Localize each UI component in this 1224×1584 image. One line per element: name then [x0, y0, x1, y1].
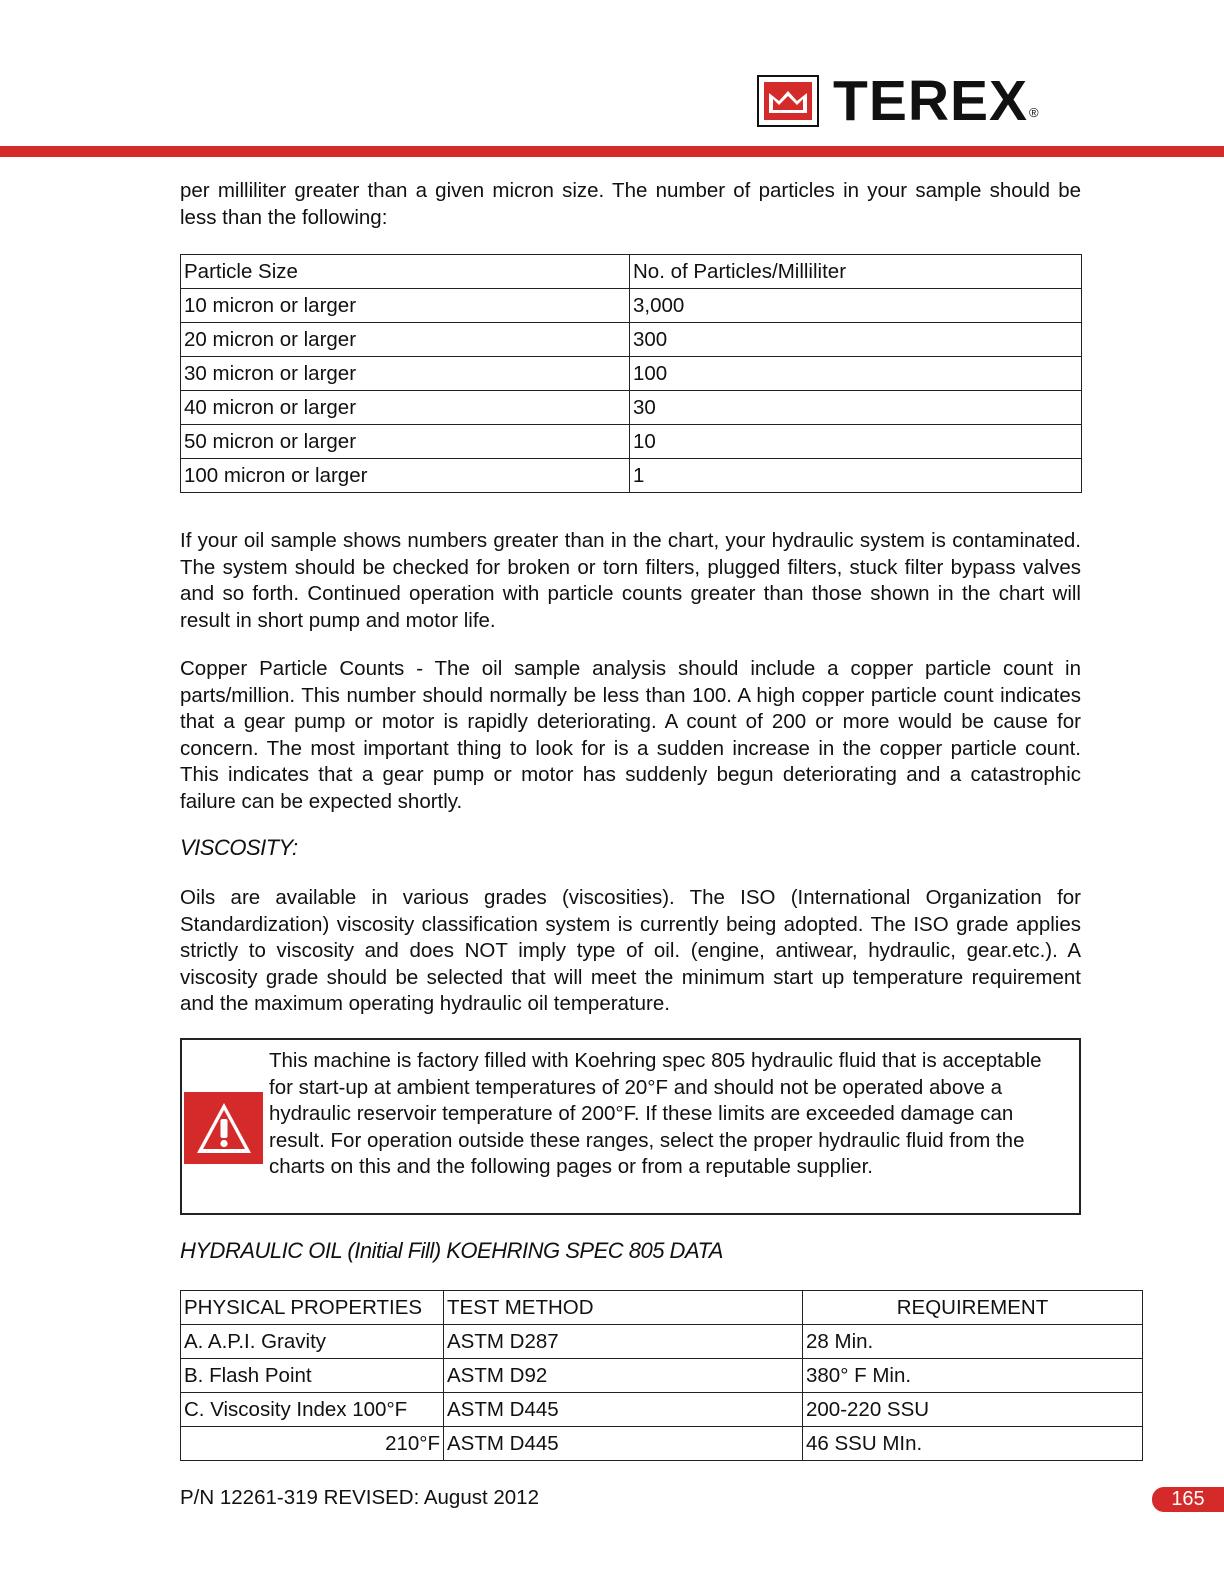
copper-block: [180, 656, 1081, 815]
table-cell: 30: [630, 391, 1082, 425]
intro-paragraph: per milliliter greater than a given micron size. The number of particles in your sample should be less than the following:: [180, 179, 1081, 229]
table-cell: 20 micron or larger: [181, 323, 630, 357]
warning-box: [180, 1038, 1081, 1215]
table-cell: 10 micron or larger: [181, 289, 630, 323]
terex-logo: [757, 69, 1039, 133]
copper-text: - The oil sample analysis should include a copper particle count in parts/million. This number should normally be less than 100. A high copper particle count indicates that a gear pump or motor is rapidly deteriorating. A count of 200 or more would be cause for concern. The most important thing to look for is a sudden increase in the copper particle count. This indicates that a gear pump or motor has suddenly begun deteriorating and a catastrophic failure can be expected shortly.: [180, 657, 1081, 813]
viscosity-paragraph: Oils are available in various grades (viscosities). The ISO (International Organization for Standardization) viscosity classification system is currently being adopted. The ISO grade applies strictly to viscosity and does NOT imply type of oil. (engine, antiwear, hydraulic, gear.etc.). A viscosity grade should be selected that will meet the minimum start up temperature requirement and the maximum operating hydraulic oil temperature.: [180, 886, 1081, 1015]
table-cell: ASTM D445: [444, 1393, 803, 1427]
table-row: [181, 357, 1082, 391]
table-cell: C. Viscosity Index 100°F: [181, 1393, 444, 1427]
header-divider: [0, 146, 1224, 157]
page-number-badge: 165: [1152, 1487, 1224, 1512]
viscosity-title: VISCOSITY:: [180, 835, 298, 860]
table-row: [181, 1325, 1143, 1359]
table-cell: 200-220 SSU: [803, 1393, 1143, 1427]
table-header-cell: TEST METHOD: [444, 1291, 803, 1325]
spec-table: [180, 1290, 1143, 1461]
table-header-cell: REQUIREMENT: [803, 1291, 1143, 1325]
copper-lead: Copper Particle Counts: [180, 657, 405, 680]
hydraulic-title: HYDRAULIC OIL (Initial Fill) KOEHRING SPEC 805 DATA: [180, 1238, 723, 1263]
registered-mark: ®: [1029, 105, 1039, 120]
table-header-cell: No. of Particles/Milliliter: [630, 255, 1082, 289]
table-cell: ASTM D445: [444, 1427, 803, 1461]
table-cell: 46 SSU MIn.: [803, 1427, 1143, 1461]
intro-block: [180, 178, 1081, 231]
warning-triangle-icon: [184, 1092, 263, 1164]
table-cell: 100 micron or larger: [181, 459, 630, 493]
copper-paragraph: [180, 656, 1081, 815]
brand-name: TEREX: [833, 69, 1029, 133]
table-cell: 300: [630, 323, 1082, 357]
table-header-row: [181, 255, 1082, 289]
table-cell: 50 micron or larger: [181, 425, 630, 459]
table-cell: 30 micron or larger: [181, 357, 630, 391]
table-header-row: [181, 1291, 1143, 1325]
table-row: [181, 289, 1082, 323]
table-cell: A. A.P.I. Gravity: [181, 1325, 444, 1359]
table-cell: 28 Min.: [803, 1325, 1143, 1359]
footer-part-number: P/N 12261-319 REVISED: August 2012: [180, 1486, 539, 1509]
table-cell: ASTM D287: [444, 1325, 803, 1359]
table-row: [181, 1393, 1143, 1427]
table-row: [181, 459, 1082, 493]
table-header-cell: PHYSICAL PROPERTIES: [181, 1291, 444, 1325]
table-row: [181, 425, 1082, 459]
table-cell: 210°F: [181, 1427, 444, 1461]
table-cell: 40 micron or larger: [181, 391, 630, 425]
contamination-block: [180, 528, 1081, 634]
table-cell: 1: [630, 459, 1082, 493]
terex-crown-icon: [757, 75, 819, 127]
table-row: [181, 323, 1082, 357]
table-header-cell: Particle Size: [181, 255, 630, 289]
table-cell: B. Flash Point: [181, 1359, 444, 1393]
viscosity-block: [180, 885, 1081, 1018]
table-row: [181, 391, 1082, 425]
contamination-paragraph: If your oil sample shows numbers greater than in the chart, your hydraulic system is contaminated. The system should be checked for broken or torn filters, plugged filters, stuck filter bypass valves and so forth. Continued operation with particle counts greater than those shown in the chart will result in short pump and motor life.: [180, 529, 1081, 632]
warning-text: This machine is factory filled with Koehring spec 805 hydraulic fluid that is acceptable for start-up at ambient temperatures of 20°F and should not be operated above a hydraulic reservoir temperature of 200°F. If these limits are exceeded damage can result. For operation outside these ranges, select the proper hydraulic fluid from the charts on this and the following pages or from a reputable supplier.: [269, 1049, 1042, 1178]
table-cell: 10: [630, 425, 1082, 459]
table-row: [181, 1427, 1143, 1461]
table-cell: 3,000: [630, 289, 1082, 323]
table-row: [181, 1359, 1143, 1393]
table-cell: ASTM D92: [444, 1359, 803, 1393]
table-cell: 100: [630, 357, 1082, 391]
table-cell: 380° F Min.: [803, 1359, 1143, 1393]
particle-table: [180, 254, 1082, 493]
